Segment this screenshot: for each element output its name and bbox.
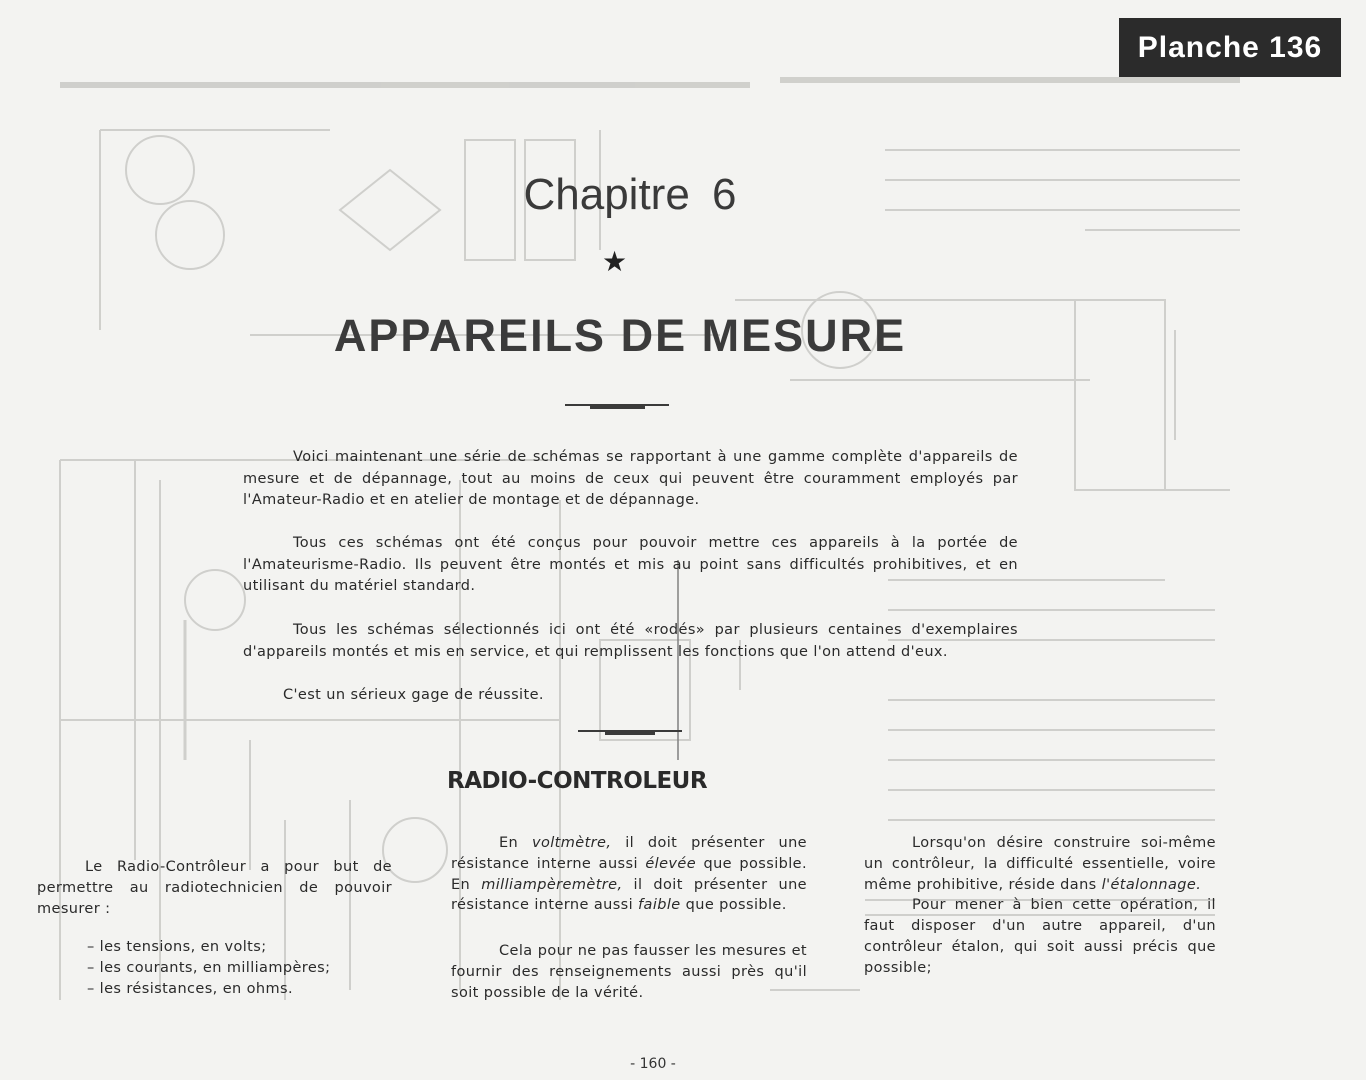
column-3-paragraph-1: Lorsqu'on désire construire soi-même un contrôleur, la difficulté essentielle, voire même prohibitive, réside dans l'étalonnage. <box>864 835 1216 893</box>
intro-paragraph-2: Tous ces schémas ont été conçus pour pouvoir mettre ces appareils à la portée de l'Amateurisme-Radio. Ils peuvent être montés et mis au point sans difficultés prohibitives, et en utilisant du matériel standard. <box>243 535 1018 594</box>
title-divider-thick <box>590 405 645 409</box>
page-number: - 160 - <box>630 1056 676 1072</box>
column-1 <box>37 857 392 1000</box>
column-3-paragraph-2: Pour mener à bien cette opération, il faut disposer d'un autre appareil, d'un contrôleur étalon, qui soit aussi précis que possible; <box>864 897 1216 976</box>
section-title: RADIO-CONTROLEUR <box>447 768 708 794</box>
intro-paragraph-3: Tous les schémas sélectionnés ici ont été «rodés» par plusieurs centaines d'exemplaires d'appareils montés et mis en service, et qui remplissent les fonctions que l'on attend d'eux. <box>243 622 1018 660</box>
list-item: – les tensions, en volts; <box>87 939 267 956</box>
column-2-paragraph-1: En voltmètre, il doit présenter une résistance interne aussi élevée que possible. En milliampèremètre, il doit présenter une résistance interne aussi faible que possible. <box>451 835 807 914</box>
chapter-label: Chapitre 6 <box>523 170 737 219</box>
list-item: – les résistances, en ohms. <box>87 980 293 997</box>
chapter-title: APPAREILS DE MESURE <box>333 310 907 361</box>
intro-paragraph-4: C'est un sérieux gage de réussite. <box>283 687 544 703</box>
intro-paragraph-1: Voici maintenant une série de schémas se rapportant à une gamme complète d'appareils de mesure et de dépannage, tout au moins de ceux qui peuvent être couramment employés par l'Amateur-Radio et en atelier de montage et de dépannage. <box>243 449 1018 508</box>
star-ornament: ★ <box>602 245 628 278</box>
planche-badge: Planche 136 <box>1119 18 1341 77</box>
column-2 <box>451 833 807 1004</box>
column-2-paragraph-2: Cela pour ne pas fausser les mesures et fournir des renseignements aussi près qu'il soit possible de la vérité. <box>451 943 807 1001</box>
measurement-list <box>37 937 392 999</box>
column-3 <box>864 833 1216 979</box>
column-1-intro: Le Radio-Contrôleur a pour but de permettre au radiotechnicien de pouvoir mesurer : <box>37 859 392 917</box>
list-item: – les courants, en milliampères; <box>87 960 331 977</box>
section-divider-thick <box>605 731 655 735</box>
